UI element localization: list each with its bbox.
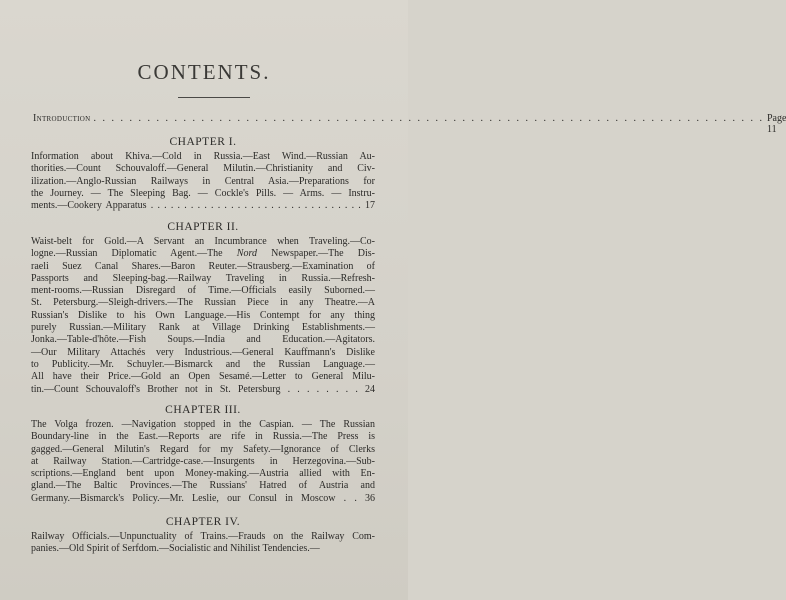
leader-dots: . . . . . . . . . . . . . . . . . . . . . . . . . . . . . . . . . . . . . . . . . . . . . . . . . . . . . . . . . . . . . . . . . . . . . . . . . . .: [93, 113, 764, 124]
introduction-entry: [33, 113, 786, 135]
summary-line: logne.—Russian Diplomatic Agent.—The Nord Newspaper.—The Dis-: [31, 248, 375, 260]
summary-line: ilization.—Anglo-Russian Railways in Central Asia.—Preparations for: [31, 175, 375, 187]
summary-line: —Our Military Attachés very Industrious.—General Kauffmann's Dislike: [31, 346, 375, 358]
chapter-summary: [31, 419, 375, 505]
summary-line: St. Petersburg.—Sleigh-drivers.—The Russian Piece in any Theatre.—A: [31, 297, 375, 309]
summary-line: panies.—Old Spirit of Serfdom.—Socialistic and Nihilist Tendencies.—: [31, 543, 320, 555]
summary-line: Information about Khiva.—Cold in Russia.—East Wind.—Russian Au-: [31, 151, 375, 162]
summary-line: thorities.—Count Schouvaloff.—General Milutin.—Christianity and Civ-: [31, 163, 375, 175]
page-title: CONTENTS.: [137, 60, 271, 84]
chapter-2: [31, 221, 375, 396]
summary-line: Boundary-line in the East.—Reports are rife in Russia.—The Press is: [31, 431, 375, 443]
chapter-4: [31, 516, 375, 556]
summary-line: ment-rooms.—Russian Disregard of Time.—Officials easily Suborned.—: [31, 285, 375, 297]
summary-line: Railway Officials.—Unpunctuality of Trains.—Frauds on the Railway Com-: [31, 531, 375, 542]
summary-line: purely Russian.—Military Rank at Village Drinking Establishments.—: [31, 322, 375, 334]
chapter-heading: CHAPTER III.: [165, 404, 241, 416]
summary-line: Passports and Sleeping-bag.—Railway Traveling in Russia.—Refresh-: [31, 272, 375, 284]
summary-line: tin.—Count Schouvaloff's Brother not in St. Petersburg . . . . . . . . 24: [31, 383, 375, 395]
summary-line: scriptions.—England bent upon Money-making.—Austria allied with En-: [31, 468, 375, 480]
summary-line: The Volga frozen. —Navigation stopped in the Caspian. — The Russian: [31, 419, 375, 430]
summary-line: to Publicity.—Mr. Schuyler.—Bismarck and the Russian Language.—: [31, 358, 375, 370]
chapter-3: [31, 404, 375, 505]
introduction-label: Introduction: [33, 113, 91, 124]
newspaper-title: Nord: [236, 248, 257, 260]
title-rule: [178, 97, 250, 98]
chapter-heading: CHAPTER II.: [167, 221, 239, 233]
summary-line: Waist-belt for Gold.—A Servant an Incumbrance when Traveling.—Co-: [31, 236, 375, 247]
summary-line: Germany.—Bismarck's Policy.—Mr. Leslie, our Consul in Moscow . . 36: [31, 492, 375, 504]
summary-line: ments.—Cookery Apparatus . . . . . . . . . . . . . . . . . . . . . . . . . . . . . . . . 17: [31, 200, 375, 212]
chapter-summary: [31, 531, 375, 556]
summary-line: gagged.—General Milutin's Regard for my Safety.—Ignorance of Clerks: [31, 443, 375, 455]
summary-line: the Journey. — The Sleeping Bag. — Cockle's Pills. — Arms. — Instru-: [31, 187, 375, 199]
chapter-summary: [31, 151, 375, 212]
summary-line: All have their Price.—Gold an Open Sesamé.—Letter to General Milu-: [31, 371, 375, 383]
chapter-heading: CHAPTER I.: [169, 136, 237, 148]
chapter-heading: CHAPTER IV.: [165, 516, 241, 528]
summary-line: at Railway Station.—Cartridge-case.—Insurgents in Herzegovina.—Sub-: [31, 455, 375, 467]
summary-line: gland.—The Baltic Provinces.—The Russians' Hatred of Austria and: [31, 480, 375, 492]
introduction-page: Page 11: [766, 113, 786, 135]
chapter-1: [31, 136, 375, 212]
summary-line: Jonka.—Table-d'hôte.—Fish Soups.—India and Education.—Agitators.: [31, 334, 375, 346]
chapter-summary: [31, 236, 375, 396]
summary-line: Russian's Dislike to his Own Language.—His Contempt for any thing: [31, 309, 375, 321]
summary-line: raeli Suez Canal Shares.—Baron Reuter.—Strausberg.—Examination of: [31, 260, 375, 272]
